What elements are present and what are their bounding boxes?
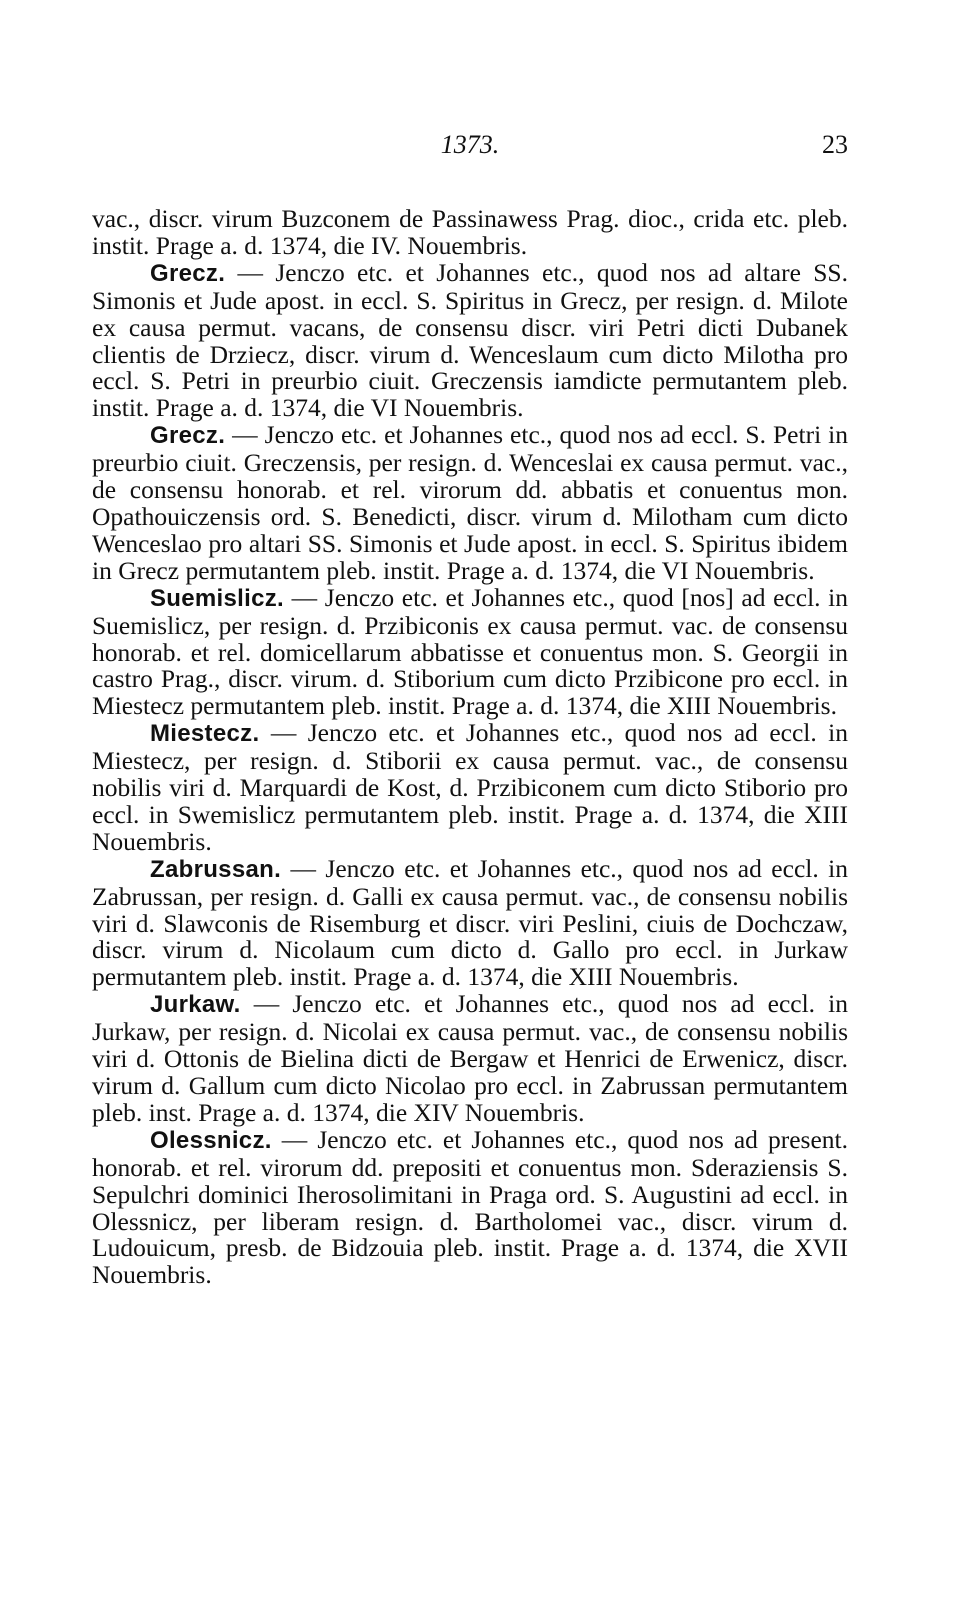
entry-jurkaw [92,991,848,1127]
entry-place-heading: Grecz. [150,422,226,450]
entry-grecz-1 [92,257,848,423]
entry-text: — Jenczo etc. et Johannes etc., quod nos ad present. honorab. et rel. virorum dd. prepositi et conuentus mon. Sderaziensis S. Sepulchri dominici Iherosolimitani in Praga ord. S. Augustini ad eccl. in Olessnicz, per liberam resign. d. Bartholomei vac., discr. virum d. Ludouicum, presb. de Bidzouia pleb. instit. Prage a. d. 1374, die XVII Nouembris. [92,1124,848,1290]
entry-place-heading: Jurkaw. [150,991,241,1019]
entry-place-heading: Miestecz. [150,720,260,748]
entry-text: — Jenczo etc. et Johannes etc., quod nos ad altare SS. Simonis et Jude apost. in eccl. S. Spiritus in Grecz, per resign. d. Milote ex causa permut. vacans, de consensu discr. viri Petri dicti Dubanek clientis de Drziecz, discr. virum d. Wenceslaum cum dicto Milotha pro eccl. S. Petri in preurbio ciuit. Greczensis iamdicte permutantem pleb. instit. Prage a. d. 1374, die VI Nouembris. [92,257,848,423]
entry-text: — Jenczo etc. et Johannes etc., quod nos ad eccl. in Jurkaw, per resign. d. Nicolai ex causa permut. vac., de consensu nobilis viri d. Ottonis de Bielina dicti de Bergaw et Henrici de Erwenicz, discr. virum d. Gallum cum dicto Nicolao pro eccl. in Zabrussan permutantem pleb. inst. Prage a. d. 1374, die XIV Nouembris. [92,989,848,1127]
running-head-year: 1373. [440,130,500,159]
running-head [92,130,848,170]
entry-text: — Jenczo etc. et Johannes etc., quod [nos] ad eccl. in Suemislicz, per resign. d. Przibiconis ex causa permut. vac. de consensu honorab. et rel. domicellarum abbatisse et conuentus mon. S. Georgii in castro Prag., discr. virum. d. Stiborium cum dicto Przibicone pro eccl. in Miestecz permutantem pleb. instit. Prage a. d. 1374, die XIII Nouembris. [92,582,848,721]
body-text [92,206,848,1289]
entry-place-heading: Olessnicz. [150,1126,272,1154]
document-page [92,130,848,1289]
entry-place-heading: Zabrussan. [150,855,282,883]
entry-olessnicz [92,1124,848,1290]
entry-place-heading: Grecz. [150,259,226,287]
entry-text: vac., discr. virum Buzconem de Passinawess Prag. dioc., crida etc. pleb. instit. Prage a. d. 1374, die IV. Nouembris. [92,204,848,260]
entry-zabrussan [92,853,848,992]
entry-text: — Jenczo etc. et Johannes etc., quod nos ad eccl. S. Petri in preurbio ciuit. Greczensis, per resign. d. Wenceslai ex causa permut. vac., de consensu honorab. et rel. virorum dd. abbatis et conuentus mon. Opathouiczensis ord. S. Benedicti, discr. virum d. Milotham cum dicto Wenceslao pro altari SS. Simonis et Jude apost. in eccl. S. Spiritus ibidem in Grecz permutantem pleb. instit. Prage a. d. 1374, die VI Nouembris. [92,420,848,585]
entry-suemislicz [92,582,848,721]
entry-text: — Jenczo etc. et Johannes etc., quod nos ad eccl. in Miestecz, per resign. d. Stiborii ex causa permut. vac., de consensu nobilis viri d. Marquardi de Kost, d. Przibiconem cum dicto Stiborio pro eccl. in Swemislicz permutantem pleb. instit. Prage a. d. 1374, die XIII Nouembris. [92,718,848,856]
entry-text: — Jenczo etc. et Johannes etc., quod nos ad eccl. in Zabrussan, per resign. d. Galli ex causa permut. vac., de consensu nobilis viri d. Slawconis de Risemburg et discr. viri Peslini, ciuis de Dochczaw, discr. virum d. Nicolaum cum dicto d. Gallo pro eccl. in Jurkaw permutantem pleb. instit. Prage a. d. 1374, die XIII Nouembris. [92,853,848,992]
page-number: 23 [822,130,848,159]
entry-place-heading: Suemislicz. [150,584,285,612]
entry-miestecz [92,720,848,856]
entry-continuation [92,206,848,260]
entry-grecz-2 [92,422,848,584]
